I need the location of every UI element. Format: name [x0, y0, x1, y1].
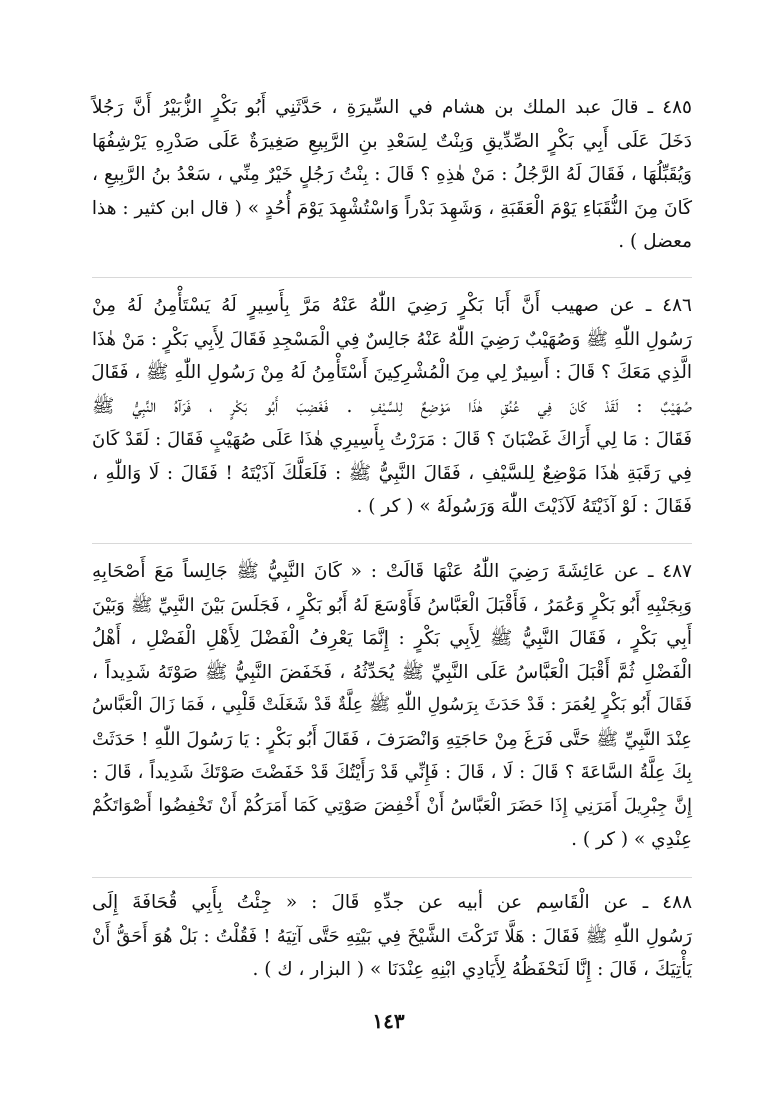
section-divider — [92, 877, 692, 878]
text-line: ٤٨٨ ـ عن الْقَاسِم عن أبيه عن جدِّهِ قَالَ : « جِئْتُ بِأَبِي قُحَافَةَ إِلَى — [92, 892, 693, 913]
text-line: فَقَالَ أَبُو بَكْرٍ لِعُمَرَ : قَدْ حَدَثَ بِرَسُولِ اللّٰهِ ﷺ عِلَّةٌ قَدْ شَغَلَتْ قَلْبِي ، فَمَا زَالَ الْعَبَّاسُ — [92, 695, 692, 715]
text-line: دَخَلَ عَلَى أَبِي بَكْرٍ الصِّدِّيقِ وَبِنْتٌ لِسَعْدِ بنِ الرَّبِيعِ صَغِيرَةٌ عَلَى صَدْرِهِ يَرْشِفُهَا — [92, 130, 692, 152]
page-number: ١٤٣ — [372, 1009, 405, 1033]
text-line: عِنْدَ النَّبِيِّ ﷺ حَتَّى فَرَغَ مِنْ حَاجَتِهِ وَانْصَرَفَ ، فَقَالَ أَبُو بَكْرٍ : يَا رَسُولَ اللّٰهِ ! حَدَثَتْ — [92, 728, 692, 750]
text-line: إِنَّ جِبْرِيلَ أَمَرَنِي إِذَا حَضَرَ الْعَبَّاسُ أَنْ أَخْفِضَ صَوْتِي كَمَا أَمَرَكُمْ أَنْ تَخْفِضُوا أَصْوَاتَكُمْ — [92, 795, 693, 816]
hadith-486 — [92, 289, 692, 524]
text-line: وَبِجَنْبِهِ أَبُو بَكْرٍ وَعُمَرُ ، فَأَقْبَلَ الْعَبَّاسُ فَأَوْسَعَ لَهُ أَبُو بَكْرٍ ، فَجَلَسَ بَيْنَ النَّبِيِّ ﷺ وَبَيْنَ — [92, 594, 692, 616]
text-line: فِي رَقَبَةِ هٰذَا مَوْضِعٌ لِلسَّيْفِ ، فَقَالَ النَّبِيُّ ﷺ : فَلَعَلَّكَ آذَيْتَهُ ! فَقَالَ : لَا وَاللّٰهِ ، — [92, 462, 692, 484]
hadith-488 — [92, 886, 692, 987]
hadith-485 — [92, 91, 692, 259]
text-line: فَقَالَ : مَا لِي أَرَاكَ غَضْبَانَ ؟ قَالَ : مَرَرْتُ بِأَسِيرِي هٰذَا عَلَى صُهَيْبٍ فَقَالَ : لَقَدْ كَانَ — [92, 429, 692, 450]
text-line: بِكَ عِلَّةُ السَّاعَةَ ؟ قَالَ : لَا ، قَالَ : فَإِنِّي قَدْ رَأَيْتُكَ قَدْ خَفَضْتَ صَوْتَكَ شَدِيداً ، قَالَ : — [92, 762, 692, 783]
text-line: وَيُقَبِّلُهَا ، فَقَالَ لَهُ الرَّجُلُ : مَنْ هٰذِهِ ؟ قَالَ : بِنْتُ رَجُلٍ خَيْرٌ مِنِّي ، سَعْدُ بنُ الرَّبِيعِ ، — [92, 164, 692, 185]
text-line: معضل ) . — [618, 231, 692, 252]
text-line: كَانَ مِنَ النُّقَبَاءِ يَوْمَ الْعَقَبَةِ ، وَشَهِدَ بَدْراً وَاسْتُشْهِدَ يَوْمَ أُحُدٍ » ( قال ابن كثير : هذا — [91, 197, 692, 219]
text-line: الْفَضْلِ ثُمَّ أَقْبَلَ الْعَبَّاسُ عَلَى النَّبِيِّ ﷺ يُحَدِّثُهُ ، فَخَفَضَ النَّبِيُّ ﷺ صَوْتَهُ شَدِيداً ، — [92, 661, 692, 683]
text-line: ٤٨٦ ـ عن صهيب أَنَّ أَبَا بَكْرٍ رَضِيَ اللّٰهُ عَنْهُ مَرَّ بِأَسِيرٍ لَهُ يَسْتَأْمِنُ لَهُ مِنْ — [92, 295, 692, 316]
text-line: عِنْدِي » ( كر ) . — [571, 829, 692, 850]
text-line: ٤٨٥ ـ قالَ عبد الملك بن هشام في السِّيرَةِ ، حَدَّثَنِي أَبُو بَكْرٍ الزُّبَيْرُ أَنَّ رَجُلاً — [92, 97, 692, 118]
text-line: ٤٨٧ ـ عن عَائِشَةَ رَضِيَ اللّٰهُ عَنْهَا قَالَتْ : « كَانَ النَّبِيُّ ﷺ جَالِساً مَعَ أَصْحَابِهِ — [92, 561, 692, 582]
hadith-487 — [92, 555, 692, 857]
text-line: الَّذِي مَعَكَ ؟ قَالَ : أَسِيرٌ لِي مِنَ الْمُشْرِكِينَ أَسْتَأْمِنُ لَهُ مِنْ رَسُولِ اللّٰهِ ﷺ ، فَقَالَ — [91, 362, 692, 383]
section-divider — [92, 543, 692, 544]
text-line: فَقَالَ : لَوْ آذَيْتَهُ لَآذَيْتَ اللّٰهَ وَرَسُولَهُ » ( كر ) . — [356, 496, 692, 517]
text-line: صُهَيْبٌ : لَقَدْ كَانَ فِي عُنُقِ هٰذَا مَوْضِعٌ لِلسَّيْفِ . فَغَضِبَ أَبُو بَكْرٍ ، فَرَآهُ النَّبِيُّ ﷺ — [92, 395, 692, 417]
text-line: يَأْتِيَكَ ، قَالَ : إِنَّا لَنَحْفَظُهُ لِأَيَادِي ابْنِهِ عِنْدَنَا » ( البزار ، ك ) . — [252, 959, 692, 980]
text-line: رَسُولِ اللّٰهِ ﷺ فَقَالَ : هَلَّا تَرَكْتَ الشَّيْخَ فِي بَيْتِهِ حَتَّى آتِيَهُ ! فَقُلْتُ : بَلْ هُوَ أَحَقُّ أَنْ — [92, 925, 692, 947]
section-divider — [92, 277, 692, 278]
text-line: أَبِي بَكْرٍ ، فَقَالَ النَّبِيُّ ﷺ لِأَبِي بَكْرٍ : إِنَّمَا يَعْرِفُ الْفَضْلَ لِأَهْلِ الْفَضْلِ ، أَهْلُ — [92, 628, 692, 649]
text-line: رَسُولِ اللّٰهِ ﷺ وَصُهَيْبٌ رَضِيَ اللّٰهُ عَنْهُ جَالِسٌ فِي الْمَسْجِدِ فَقَالَ لِأَبِي بَكْرٍ : مَنْ هٰذَا — [92, 328, 692, 350]
